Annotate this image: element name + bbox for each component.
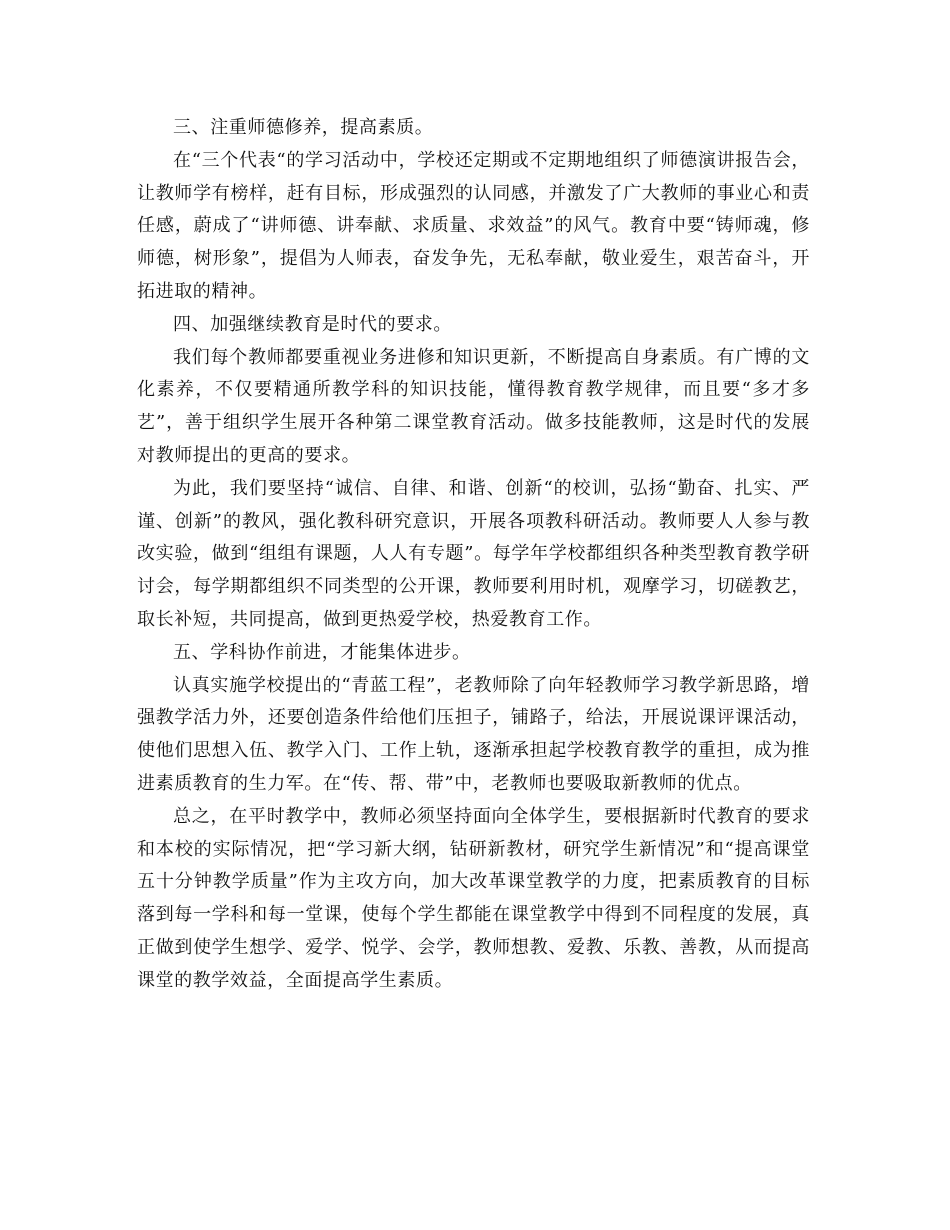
body-paragraph: 为此，我们要坚持“诚信、自律、和谐、创新“的校训，弘扬“勤奋、扎实、严谨、创新”的教风，强化教科研究意识，开展各项教科研活动。教师要人人参与教改实验，做到“组组有课题，人人有专题”。每学年学校都组织各种类型教育教学研讨会，每学期都组织不同类型的公开课，教师要利用时机，观摩学习，切磋教艺，取长补短，共同提高，做到更热爱学校，热爱教育工作。 [137, 477, 810, 630]
conclusion-paragraph: 总之，在平时教学中，教师必须坚持面向全体学生，要根据新时代教育的要求和本校的实际情况，把“学习新大纲，钻研新教材，研究学生新情况”和“提高课堂五十分钟教学质量”作为主攻方向，加大改革课堂教学的力度，把素质教育的目标落到每一学科和每一堂课，使每个学生都能在课堂教学中得到不同程度的发展，真正做到使学生想学、爱学、悦学、会学，教师想教、爱教、乐教、善教，从而提高课堂的教学效益，全面提高学生素质。 [137, 805, 810, 991]
body-paragraph: 我们每个教师都要重视业务进修和知识更新，不断提高自身素质。有广博的文化素养，不仅要精通所教学科的知识技能，懂得教育教学规律，而且要“多才多艺”，善于组织学生展开各种第二课堂教育活动。做多技能教师，这是时代的发展对教师提出的更高的要求。 [137, 346, 810, 466]
section-heading-3: 三、注重师德修养，提高素质。 [173, 117, 434, 138]
body-paragraph: 在“三个代表“的学习活动中，学校还定期或不定期地组织了师德演讲报告会，让教师学有榜样，赶有目标，形成强烈的认同感，并激发了广大教师的事业心和责任感，蔚成了“讲师德、讲奉献、求质量、求效益”的风气。教育中要“铸师魂，修师德，树形象”，提倡为人师表，奋发争先，无私奉献，敬业爱生，艰苦奋斗，开拓进取的精神。 [137, 149, 810, 302]
document-body [137, 112, 810, 998]
body-paragraph: 认真实施学校提出的“青蓝工程”，老教师除了向年轻教师学习教学新思路，增强教学活力外，还要创造条件给他们压担子，铺路子，给法，开展说课评课活动，使他们思想入伍、教学入门、工作上轨，逐渐承担起学校教育教学的重担，成为推进素质教育的生力军。在“传、帮、带”中，老教师也要吸取新教师的优点。 [137, 674, 810, 794]
section-heading-5: 五、学科协作前进，才能集体进步。 [173, 641, 471, 663]
section-heading-4: 四、加强继续教育是时代的要求。 [173, 313, 452, 335]
